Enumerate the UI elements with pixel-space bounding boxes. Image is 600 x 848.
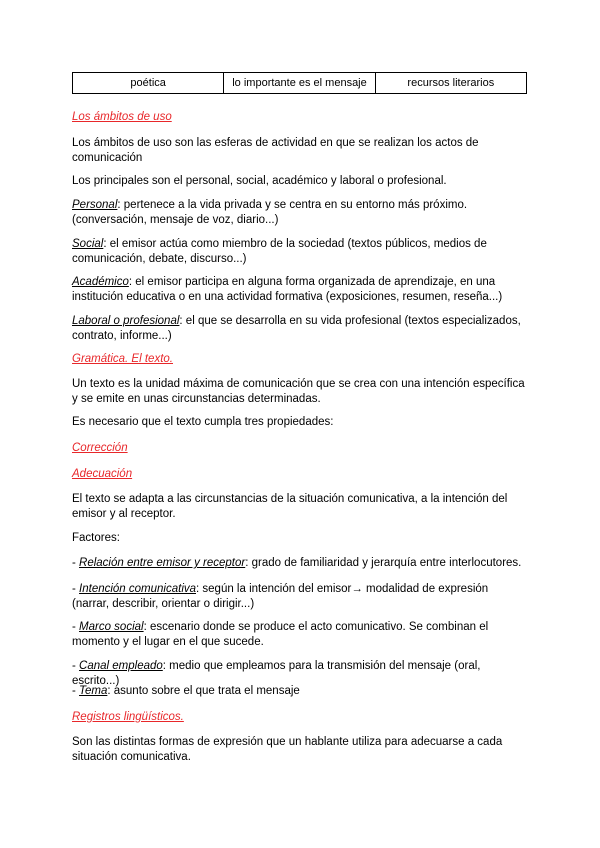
term-intencion: Intención comunicativa [79, 583, 197, 595]
term-laboral: Laboral o profesional [72, 315, 180, 327]
text-tema: : asunto sobre el que trata el mensaje [107, 685, 300, 697]
factor-intencion [72, 582, 527, 611]
factor-relacion [72, 556, 527, 571]
heading-gramatica: Gramática. El texto. [72, 353, 173, 365]
propiedades-text: Es necesario que el texto cumpla tres propiedades: [72, 416, 334, 428]
term-tema: Tema [79, 685, 108, 697]
text-relacion: : grado de familiaridad y jerarquía entre interlocutores. [245, 557, 522, 569]
dash: - [72, 660, 80, 672]
item-social [72, 237, 527, 266]
item-academico [72, 275, 527, 304]
item-personal [72, 198, 527, 227]
factor-tema [72, 684, 527, 699]
table-cell-recursos: recursos literarios [375, 73, 526, 94]
text-intencion: : según la intención del emisor→ modalidad de expresión (narrar, describir, orientar o dirigir...) [72, 583, 489, 610]
term-social: Social [72, 238, 104, 250]
table-row [73, 73, 527, 94]
heading-registros: Registros lingüísticos. [72, 711, 184, 723]
ambitos-principales: Los principales son el personal, social, académico y laboral o profesional. [72, 175, 447, 187]
term-marco: Marco social [79, 621, 144, 633]
heading-ambitos: Los ámbitos de uso [72, 111, 172, 123]
text-canal: : medio que empleamos para la transmisión del mensaje (oral, escrito...) [72, 660, 481, 687]
text-academico: : el emisor participa en alguna forma organizada de aprendizaje, en una institución educativa o en una actividad formativa (exposiciones, resumen, reseña...) [72, 276, 503, 303]
dash: - [72, 685, 80, 697]
text-personal: : pertenece a la vida privada y se centra en su entorno más próximo. (conversación, mensaje de voz, diario...) [72, 199, 468, 226]
term-relacion: Relación entre emisor y receptor [79, 557, 246, 569]
factor-marco [72, 620, 527, 649]
heading-adecuacion: Adecuación [72, 468, 133, 480]
document-page [72, 72, 527, 763]
dash: - [72, 557, 80, 569]
adecuacion-definition: El texto se adapta a las circunstancias de la situación comunicativa, a la intención del emisor y al receptor. [72, 493, 508, 520]
registros-definition: Son las distintas formas de expresión que un hablante utiliza para adecuarse a cada situación comunicativa. [72, 736, 503, 763]
table-cell-mensaje: lo importante es el mensaje [224, 73, 375, 94]
term-personal: Personal [72, 199, 118, 211]
ambitos-definition: Los ámbitos de uso son las esferas de actividad en que se realizan los actos de comunicación [72, 137, 479, 164]
dash: - [72, 621, 80, 633]
texto-definition: Un texto es la unidad máxima de comunicación que se crea con una intención específica y se emite en unas circunstancias determinadas. [72, 378, 525, 405]
text-social: : el emisor actúa como miembro de la sociedad (textos públicos, medios de comunicación, debate, discurso...) [72, 238, 487, 265]
term-academico: Académico [72, 276, 129, 288]
heading-correccion: Corrección [72, 442, 128, 454]
table-cell-poetica: poética [73, 73, 224, 94]
item-laboral [72, 314, 527, 343]
term-canal: Canal empleado [79, 660, 163, 672]
dash: - [72, 583, 80, 595]
text-laboral: : el que se desarrolla en su vida profesional (textos especializados, contrato, informe...) [72, 315, 521, 342]
text-marco: : escenario donde se produce el acto comunicativo. Se combinan el momento y el lugar en el que sucede. [72, 621, 489, 648]
summary-table [72, 72, 527, 94]
factores-label: Factores: [72, 532, 120, 544]
